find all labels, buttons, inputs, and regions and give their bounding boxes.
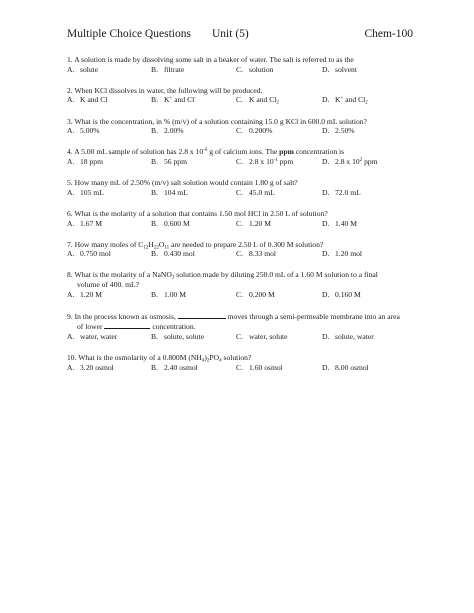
option-a: A. solute <box>67 64 99 74</box>
option-b: B. K+ and Cl- <box>151 95 196 105</box>
option-a: A. 0.750 mol <box>67 249 111 259</box>
option-d: D. 8.00 osmol <box>322 362 369 372</box>
option-b: B. 2.00% <box>151 126 184 136</box>
question-number: 2. <box>67 85 73 95</box>
option-c: C. 1.20 M <box>236 218 271 228</box>
option-row <box>67 219 413 229</box>
question-number: 7. <box>67 239 73 249</box>
option-b: B. 1.00 M <box>151 289 186 299</box>
option-d: D. 72.0 mL <box>322 187 361 197</box>
question-number: 1. <box>67 55 73 64</box>
question-5 <box>67 178 413 197</box>
fill-in-blank <box>104 321 150 329</box>
fill-in-blank <box>178 311 226 319</box>
option-c: C. K and $Cl_2$ <box>236 95 279 106</box>
option-b: B. solute, solute <box>151 332 205 342</box>
question-stem-continued: volume of 400. mL? <box>77 280 140 290</box>
question-8 <box>67 270 413 299</box>
question-number: 4. <box>67 147 73 157</box>
question-7 <box>67 240 413 259</box>
option-d: D. K+ and $Cl_2$ <box>322 95 368 106</box>
question-2 <box>67 86 413 105</box>
option-a: A. 105 mL <box>67 187 104 197</box>
question-1 <box>67 55 413 74</box>
option-row <box>67 332 413 342</box>
option-a: A. 1.20 M <box>67 289 102 299</box>
option-c: C. solution <box>236 64 274 74</box>
option-row <box>67 95 413 105</box>
question-number: 6. <box>67 208 73 218</box>
option-d: D. solvent <box>322 64 357 74</box>
question-number: 5. <box>67 178 73 188</box>
option-b: B. 2.40 osmol <box>151 362 198 372</box>
option-d: D. 1.20 mol <box>322 249 363 259</box>
option-a: A. 3.20 osmol <box>67 362 114 372</box>
question-stem: How many mL of 2.50% (m/v) salt solution would contain 1.80 g of salt? <box>74 178 298 188</box>
option-b: B. 104 mL <box>151 187 188 197</box>
option-b: B. filtrate <box>151 64 185 74</box>
question-9 <box>67 311 413 342</box>
question-stem: What is the molarity of a NaNO$_3$ solution made by diluting 250.0 mL of a 1.60 M solution to a final <box>74 270 378 281</box>
question-number: 9. <box>67 311 73 321</box>
option-row <box>67 126 413 136</box>
header-title: Multiple Choice Questions <box>67 28 191 40</box>
header-unit: Unit (5) <box>212 28 249 40</box>
question-list <box>67 55 413 384</box>
question-stem-continued: of lower concentration. <box>77 322 196 332</box>
question-number: 10. <box>67 353 77 363</box>
option-row <box>67 65 413 75</box>
question-4 <box>67 147 413 166</box>
option-c: C. 0.200% <box>236 126 273 136</box>
option-c: C. water, solute <box>236 332 288 342</box>
option-row <box>67 290 413 300</box>
option-d: D. 2.50% <box>322 126 355 136</box>
question-10 <box>67 353 413 372</box>
option-b: B. 56 ppm <box>151 156 187 166</box>
option-d: D. solute, water <box>322 332 374 342</box>
question-3 <box>67 117 413 136</box>
option-c: C. 8.33 mol <box>236 249 277 259</box>
option-c: C. 1.60 osmol <box>236 362 283 372</box>
option-row <box>67 363 413 373</box>
question-number: 3. <box>67 116 73 126</box>
option-d: D. 0.160 M <box>322 289 361 299</box>
option-a: A. water, water <box>67 332 118 342</box>
option-b: B. 0.430 mol <box>151 249 195 259</box>
question-stem: What is the concentration, in % (m/v) of a solution containing 15.0 g KCl in 600.0 mL solution? <box>74 116 367 126</box>
option-row <box>67 157 413 167</box>
option-b: B. 0.600 M <box>151 218 190 228</box>
question-stem: What is the molarity of a solution that contains 1.50 mol HCl in 2.50 L of solution? <box>74 208 328 218</box>
option-a: A. 18 ppm <box>67 156 103 166</box>
option-a: A. 5.00% <box>67 126 100 136</box>
question-6 <box>67 209 413 228</box>
option-a: A. 1.67 M <box>67 218 102 228</box>
header-course: Chem-100 <box>364 28 413 40</box>
option-c: C. 2.8 x $10^{-1}$ ppm <box>236 156 294 166</box>
option-d: D. 2.8 x $10^2$ ppm <box>322 156 378 166</box>
question-stem: How many moles of $C_{12}H_{22}O_{11}$ are needed to prepare 2.50 L of 0.300 M solution? <box>74 239 324 251</box>
question-stem: In the process known as osmosis, moves through a semi-permeable membrane into an area <box>74 311 400 321</box>
option-d: D. 1.40 M <box>322 218 357 228</box>
question-stem: A solution is made by dissolving some salt in a beaker of water. The salt is referred to as the <box>74 55 354 64</box>
question-number: 8. <box>67 270 73 280</box>
question-stem: What is the osmolarity of a 0.800M $(NH_4)_2PO_4$ solution? <box>78 353 252 364</box>
option-row <box>67 249 413 259</box>
option-a: A. K and Cl <box>67 95 108 105</box>
option-row <box>67 188 413 198</box>
page-header <box>67 28 413 44</box>
question-stem: When KCl dissolves in water, the following will be produced. <box>74 85 263 95</box>
option-c: C. 45.0 mL <box>236 187 275 197</box>
option-c: C. 0.200 M <box>236 289 275 299</box>
question-stem: A 5.00 mL sample of solution has 2.8 x $10^{-6}$ g of calcium ions. The ppm concentration is <box>74 147 345 157</box>
